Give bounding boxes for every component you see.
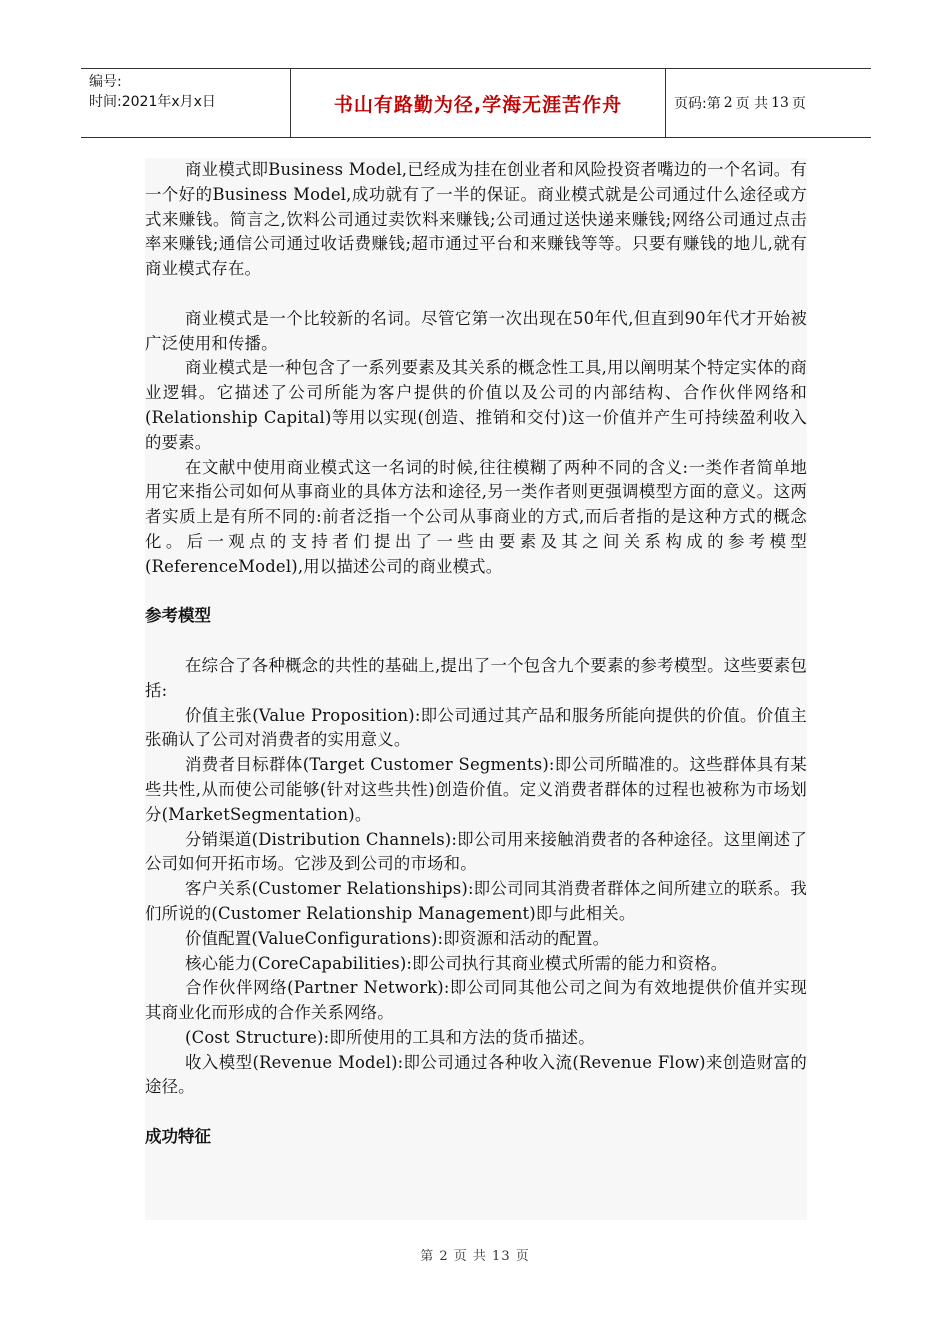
header-page-total: 13 bbox=[771, 95, 789, 111]
header-motto: 书山有路勤为径,学海无涯苦作舟 bbox=[291, 69, 666, 137]
list-item: (Cost Structure):即所使用的工具和方法的货币描述。 bbox=[185, 1027, 595, 1047]
header-page-end: 页 bbox=[791, 96, 806, 112]
list-item: 合作伙伴网络(Partner Network):即公司同其他公司之间为有效地提供价值并实现其商业化而形成的合作关系网络。 bbox=[145, 978, 807, 1023]
page-footer: 第 2 页 共 13 页 bbox=[420, 1249, 530, 1264]
paragraph-gap bbox=[145, 282, 807, 307]
header-page-label: 页码:第 bbox=[674, 96, 721, 112]
header-number-label: 编号: bbox=[89, 74, 122, 90]
paragraph-gap bbox=[145, 1100, 807, 1125]
paragraph-history: 商业模式是一个比较新的名词。尽管它第一次出现在50年代,但直到90年代才开始被广泛使用和传播。 bbox=[145, 308, 807, 353]
paragraph-definition: 商业模式是一种包含了一系列要素及其关系的概念性工具,用以阐明某个特定实体的商业逻辑。它描述了公司所能为客户提供的价值以及公司的内部结构、合作伙伴网络和(Relationship Capital)等用以实现(创造、推销和交付)这一价值并产生可持续盈利收入的要素。 bbox=[145, 358, 807, 452]
section-heading-reference-model: 参考模型 bbox=[145, 606, 211, 626]
list-item: 价值配置(ValueConfigurations):即资源和活动的配置。 bbox=[185, 928, 610, 948]
list-item: 分销渠道(Distribution Channels):即公司用来接触消费者的各种途径。这里阐述了公司如何开拓市场。它涉及到公司的市场和。 bbox=[145, 829, 807, 874]
paragraph-intro: 商业模式即Business Model,已经成为挂在创业者和风险投资者嘴边的一个名词。有一个好的Business Model,成功就有了一半的保证。商业模式就是公司通过什么途径或方式来赚钱。简言之,饮料公司通过卖饮料来赚钱;公司通过送快递来赚钱;网络公司通过点击率来赚钱;通信公司通过收话费赚钱;超市通过平台和来赚钱等等。只要有赚钱的地儿,就有商业模式存在。 bbox=[145, 160, 807, 279]
header-page-num: 2 bbox=[723, 95, 733, 111]
paragraph-gap bbox=[145, 629, 807, 654]
list-item: 消费者目标群体(Target Customer Segments):即公司所瞄准的。这些群体具有某些共性,从而使公司能够(针对这些共性)创造价值。定义消费者群体的过程也被称为市场划分(MarketSegmentation)。 bbox=[145, 755, 807, 824]
header-page-info bbox=[666, 69, 871, 137]
list-item: 核心能力(CoreCapabilities):即公司执行其商业模式所需的能力和资格。 bbox=[185, 953, 728, 973]
list-item: 收入模型(Revenue Model):即公司通过各种收入流(Revenue Flow)来创造财富的途径。 bbox=[145, 1052, 807, 1097]
paragraph-literature: 在文献中使用商业模式这一名词的时候,往往模糊了两种不同的含义:一类作者简单地用它来指公司如何从事商业的具体方法和途径,另一类作者则更强调模型方面的意义。这两者实质上是有所不同的:前者泛指一个公司从事商业的方式,而后者指的是这种方式的概念化。后一观点的支持者们提出了一些由要素及其之间关系构成的参考模型(ReferenceModel),用以描述公司的商业模式。 bbox=[145, 457, 807, 576]
list-item: 价值主张(Value Proposition):即公司通过其产品和服务所能向提供的价值。价值主张确认了公司对消费者的实用意义。 bbox=[145, 705, 807, 750]
list-item: 在综合了各种概念的共性的基础上,提出了一个包含九个要素的参考模型。这些要素包括: bbox=[145, 655, 807, 700]
header-meta bbox=[81, 69, 291, 137]
paragraph-gap bbox=[145, 580, 807, 605]
document-body bbox=[145, 158, 807, 1220]
list-item: 客户关系(Customer Relationships):即公司同其消费者群体之间所建立的联系。我们所说的(Customer Relationship Management)即与此相关。 bbox=[145, 879, 807, 923]
header-page-mid: 页 共 bbox=[735, 96, 769, 112]
header-date-label: 时间:2021年x月x日 bbox=[89, 94, 216, 110]
page-header bbox=[81, 68, 871, 138]
section-heading-success-traits: 成功特征 bbox=[145, 1127, 211, 1147]
